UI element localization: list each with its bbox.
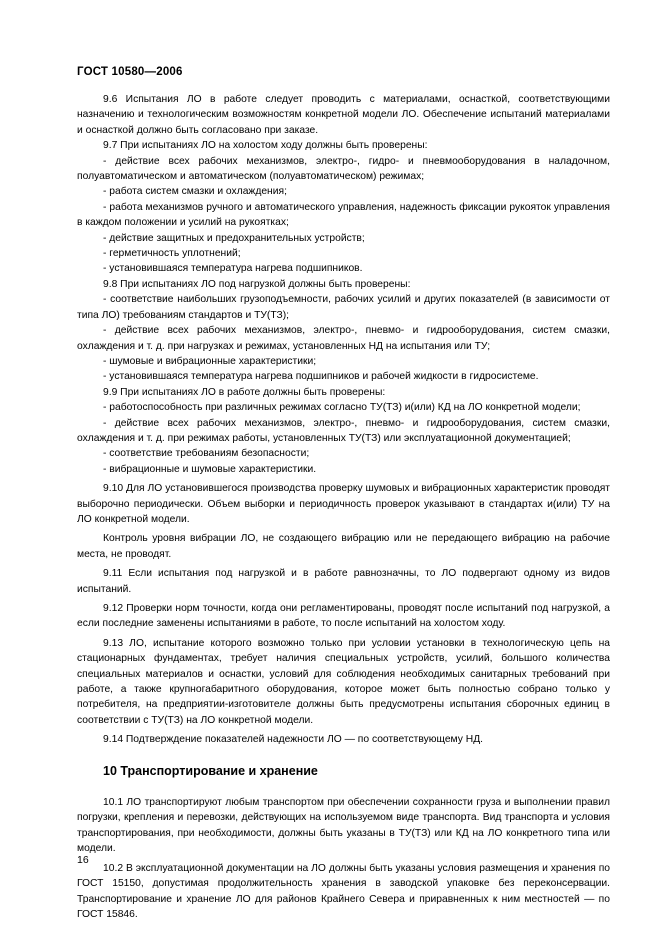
paragraph-vibration-control: Контроль уровня вибрации ЛО, не создающего вибрацию или не передающего вибрацию на рабочие места, не проводят.	[77, 533, 610, 560]
paragraph-9-9: 9.9 При испытаниях ЛО в работе должны быть проверены:	[103, 386, 386, 398]
list-item: - вибрационные и шумовые характеристики.	[103, 463, 317, 475]
list-item: - действие всех рабочих механизмов, электро-, пневмо- и гидрооборудования, систем смазки, охлаждения и т. д. при нагрузках и режимах, установленных НД на испытания или ТУ;	[77, 325, 610, 352]
paragraph-10-2: 10.2 В эксплуатационной документации на ЛО должны быть указаны условия размещения и хранения по ГОСТ 15150, допустимая продолжительность хранения в заводской упаковке без переконсервации. Транспортирование и хранение ЛО для районов Крайнего Севера и приравненных к ним местностей — по ГОСТ 15846.	[77, 862, 610, 920]
list-item: - установившаяся температура нагрева подшипников.	[103, 263, 363, 275]
paragraph-9-13: 9.13 ЛО, испытание которого возможно только при условии установки в технологическую цепь на стационарных фундаментах, требует наличия специальных устройств, усилий, большого количества специальных материалов и оснастки, условий для соблюдения необходимых санитарных требований при работе, а также крупногабаритного оборудования, которое может быть полностью собрано только у потребителя, на предприятии-изготовителе должны быть предусмотрены испытания сборочных единиц в соответствии с ТУ(ТЗ) на ЛО конкретной модели.	[77, 637, 610, 726]
paragraph-9-11: 9.11 Если испытания под нагрузкой и в работе равнозначны, то ЛО подвергают одному из видов испытаний.	[77, 568, 610, 595]
paragraph-9-10: 9.10 Для ЛО установившегося производства проверку шумовых и вибрационных характеристик проводят выборочно периодически. Объем выборки и периодичность проверок указывают в стандартах и(или) ТУ на ЛО конкретной модели.	[77, 483, 610, 525]
section-heading: 10 Транспортирование и хранение	[103, 763, 318, 778]
document-header: ГОСТ 10580—2006	[77, 66, 183, 78]
list-item: - шумовые и вибрационные характеристики;	[103, 355, 317, 367]
paragraph-9-14: 9.14 Подтверждение показателей надежности ЛО — по соответствующему НД.	[103, 734, 484, 746]
page-number: 16	[77, 854, 89, 866]
paragraph-9-6: 9.6 Испытания ЛО в работе следует проводить с материалами, оснасткой, соответствующими назначению и технологическим возможностям конкретной модели ЛО. Обеспечение испытаний материалами и оснасткой должно быть согласовано при заказе.	[77, 94, 610, 136]
list-item: - действие всех рабочих механизмов, электро-, пневмо- и гидрооборудования, систем смазки, охлаждения и т. д. при режимах работы, установленных ТУ(ТЗ) или эксплуатационной документацией;	[77, 417, 610, 444]
paragraph-10-1: 10.1 ЛО транспортируют любым транспортом при обеспечении сохранности груза и выполнении правил погрузки, крепления и перевозки, действующих на используемом виде транспорта. Вид транспорта и условия транспортирования, при необходимости, должны быть указаны в ТУ(ТЗ) или КД на ЛО конкретного типа или модели.	[77, 797, 610, 855]
list-item: - работоспособность при различных режимах согласно ТУ(ТЗ) и(или) КД на ЛО конкретной модели;	[103, 402, 581, 414]
list-item: - работа систем смазки и охлаждения;	[103, 186, 287, 198]
document-body	[77, 92, 610, 922]
paragraph-9-7: 9.7 При испытаниях ЛО на холостом ходу должны быть проверены:	[103, 140, 428, 152]
paragraph-9-8: 9.8 При испытаниях ЛО под нагрузкой должны быть проверены:	[103, 278, 411, 290]
list-item: - действие всех рабочих механизмов, электро-, гидро- и пневмооборудования в наладочном, полуавтоматическом и автоматическом (полуавтоматическом) режимах;	[77, 155, 610, 183]
list-item: - соответствие требованиям безопасности;	[103, 448, 310, 460]
list-item: - соответствие наибольших грузоподъемности, рабочих усилий и других показателей (в зависимости от типа ЛО) требованиям стандартов и ТУ(ТЗ);	[77, 294, 610, 321]
list-item: - установившаяся температура нагрева подшипников и рабочей жидкости в гидросистеме.	[103, 371, 539, 383]
list-item: - герметичность уплотнений;	[103, 248, 241, 260]
list-item: - работа механизмов ручного и автоматического управления, надежность фиксации рукояток управления в каждом положении и усилий на рукоятках;	[77, 201, 610, 229]
paragraph-9-12: 9.12 Проверки норм точности, когда они регламентированы, проводят после испытаний под нагрузкой, а если последние заменены испытаниями в работе, то после испытаний на холостом ходу.	[77, 603, 610, 630]
list-item: - действие защитных и предохранительных устройств;	[103, 232, 365, 244]
